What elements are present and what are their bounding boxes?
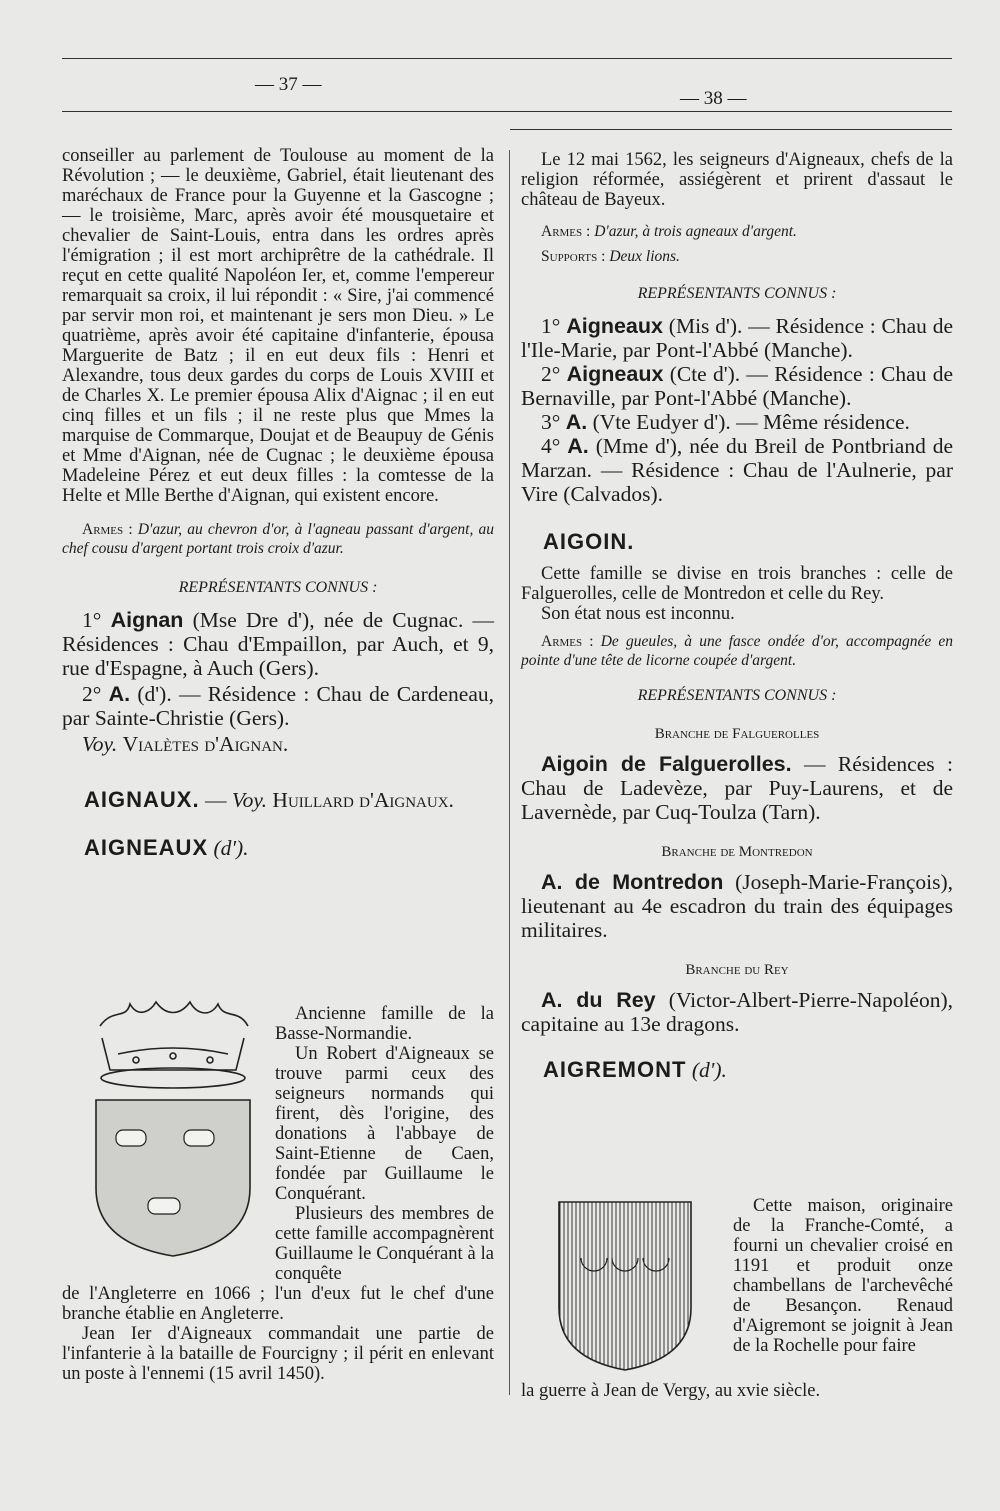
rep-text: (Victor-Albert-Pierre-Napoléon), capitaine au 13e dragons. xyxy=(521,988,954,1036)
aigneaux-paragraph-3-continued: de l'Angleterre en 1066 ; l'un d'eux fut le chef d'une branche établie en Angleterre. xyxy=(62,1284,494,1324)
arms-label: Armes : xyxy=(541,633,594,650)
right-representative-4 xyxy=(521,434,953,506)
family-particle: (d'). xyxy=(213,836,249,860)
voy-reference: Huillard d'Aignaux. xyxy=(272,788,454,812)
arms-text: D'azur, au chevron d'or, à l'agneau passant d'argent, au chef cousu d'argent portant trois croix d'azur. xyxy=(62,521,494,557)
right-representative-2 xyxy=(521,362,953,410)
family-particle: (d'). xyxy=(691,1058,727,1082)
aigremont-text-beside-arms xyxy=(733,1196,953,1356)
header-rule-left xyxy=(62,111,952,112)
rep-number: 1° xyxy=(541,314,561,338)
family-name-aigoin: AIGOIN. xyxy=(543,529,635,554)
voy-reference: Vialètes d'Aignan. xyxy=(122,732,289,756)
aigneaux-text-beside-arms xyxy=(275,1004,494,1284)
header-rule-right xyxy=(510,129,952,130)
arms-text: De gueules, à une fasce ondée d'or, accompagnée en pointe d'une tête de licorne coupée d'argent. xyxy=(521,633,953,669)
left-paragraph-1: conseiller au parlement de Toulouse au moment de la Révolution ; — le deuxième, Gabriel, était lieutenant des maréchaux de France pour la Guyenne et la Gascogne ; — le troisième, Marc, après avoir été mousquetaire et chevalier de Saint-Louis, entra dans les ordres après l'émigration ; il est mort archiprêtre de la cathédrale. Il reçut en cette qualité Napoléon Ier, et, comme l'empereur remarquait sa croix, il lui répondit : « Sire, j'ai commencé par servir mon roi, et maintenant je sers mon Dieu. » Le quatrième, après avoir été capitaine d'infanterie, épousa Marguerite de Batz ; il en eut deux fils : Henri et Alexandre, tous deux gardes du corps de Louis XVIII et de Charles X. Le premier épousa Alix d'Aignac ; il en eut cinq filles et un fils ; il ne reste plus que Mmes la marquise de Commarque, Doujat et de Beaupuy de Génis et Mme d'Aignan, née de Cugnac ; le deuxième épousa Madeleine Pérez et eut deux filles : la comtesse de la Helte et Mlle Berthe d'Aignan, qui existent encore. xyxy=(62,146,494,506)
left-see-also xyxy=(62,732,494,756)
rep-number: 2° xyxy=(541,362,561,386)
top-rule xyxy=(62,58,952,59)
right-arms xyxy=(521,222,953,241)
branch-rey-heading: Branche du Rey xyxy=(685,962,789,978)
rep-text: (Cte d'). — Résidence : Chau de Bernaville, par Pont-l'Abbé (Manche). xyxy=(521,362,954,410)
branch-montredon-heading: Branche de Montredon xyxy=(661,844,813,860)
family-name-aigremont: AIGREMONT xyxy=(543,1057,687,1082)
entry-aigneaux-title xyxy=(62,836,494,860)
rep-number: 2° xyxy=(82,682,102,706)
rep-name: A. xyxy=(567,434,589,458)
column-divider xyxy=(509,150,510,1395)
aigoin-arms xyxy=(521,632,953,670)
aigneaux-paragraph-3: Plusieurs des membres de cette famille accompagnèrent Guillaume le Conquérant à la conquête xyxy=(275,1204,494,1284)
page-number-left: — 37 — xyxy=(255,74,322,95)
rep-number: 1° xyxy=(82,608,102,632)
rep-text: (Mse Dre d'), née de Cugnac. — Résidences : Chau d'Empaillon, par Auch, et 9, rue d'Espagne, à Auch (Gers). xyxy=(62,608,495,680)
aigremont-coat-of-arms-icon xyxy=(555,1198,695,1378)
right-column xyxy=(521,150,953,1082)
aigneaux-paragraph-1: Ancienne famille de la Basse-Normandie. xyxy=(275,1004,494,1044)
left-arms xyxy=(62,520,494,558)
voy-label: Voy. xyxy=(82,732,118,756)
separator: — xyxy=(199,788,232,812)
right-paragraph-1: Le 12 mai 1562, les seigneurs d'Aigneaux, chefs de la religion réformée, assiégèrent et prirent d'assaut le château de Bayeux. xyxy=(521,150,953,210)
left-representative-1 xyxy=(62,608,494,680)
family-name-aigneaux: AIGNEAUX xyxy=(84,835,209,860)
entry-aigremont-title xyxy=(521,1058,953,1082)
rep-name: A. du Rey xyxy=(541,988,656,1012)
rep-name: A. xyxy=(565,410,588,434)
branch-rey-entry xyxy=(521,988,953,1036)
aigneaux-coat-of-arms-icon xyxy=(88,998,258,1263)
arms-label: Armes : xyxy=(541,223,591,240)
rep-name: Aigoin de Falguerolles. xyxy=(541,752,792,776)
entry-aignaux xyxy=(62,788,494,812)
arms-label: Armes : xyxy=(82,521,133,538)
branch-montredon-entry xyxy=(521,870,953,942)
right-representatives-heading: REPRÉSENTANTS CONNUS : xyxy=(637,285,837,302)
rep-name: A. xyxy=(108,682,131,706)
rep-number: 4° xyxy=(541,434,561,458)
rep-text: — Résidences : Chau de Ladevèze, par Puy-Laurens, et de Lavernède, par Cuq-Toulza (Tarn). xyxy=(521,752,953,824)
aigneaux-paragraph-4: Jean Ier d'Aigneaux commandait une partie de l'infanterie à la bataille de Fourcigny ; il périt en enlevant un poste à l'ennemi (15 avril 1450). xyxy=(62,1324,494,1384)
rep-name: Aignan xyxy=(110,608,184,632)
left-representatives-heading: REPRÉSENTANTS CONNUS : xyxy=(178,579,378,596)
aigneaux-text-below-arms xyxy=(62,1284,494,1384)
rep-text: (Mis d'). — Résidence : Chau de l'Ile-Marie, par Pont-l'Abbé (Manche). xyxy=(521,314,954,362)
right-representative-1 xyxy=(521,314,953,362)
arms-text: D'azur, à trois agneaux d'argent. xyxy=(594,223,797,240)
aigoin-paragraph-1: Cette famille se divise en trois branches : celle de Falguerolles, celle de Montredon et celle du Rey. xyxy=(521,564,953,604)
aigneaux-paragraph-2: Un Robert d'Aigneaux se trouve parmi ceux des seigneurs normands qui firent, dès l'origine, des donations à l'abbaye de Saint-Etienne de Caen, fondée par Guillaume le Conquérant. xyxy=(275,1044,494,1204)
left-representative-2 xyxy=(62,682,494,730)
aigremont-paragraph-1: Cette maison, originaire de la Franche-Comté, a fourni un chevalier croisé en 1191 et produit onze chambellans de l'archevêché de Besançon. Renaud d'Aigremont se joignit à Jean de la Rochelle pour faire xyxy=(733,1196,953,1356)
rep-text: (Mme d'), née du Breil de Pontbriand de Marzan. — Résidence : Chau de l'Aulnerie, par Vire (Calvados). xyxy=(521,434,954,506)
aigremont-paragraph-2: la guerre à Jean de Vergy, au xvie siècle. xyxy=(521,1381,821,1401)
entry-aigoin-title xyxy=(521,529,953,554)
rep-text: (Joseph-Marie-François), lieutenant au 4e escadron du train des équipages militaires. xyxy=(521,870,953,942)
branch-falguerolles-entry xyxy=(521,752,953,824)
rep-name: A. de Montredon xyxy=(541,870,724,894)
rep-name: Aigneaux xyxy=(566,314,663,338)
rep-number: 3° xyxy=(541,410,561,434)
supports-label: Supports : xyxy=(541,248,606,265)
family-name-aignaux: AIGNAUX. xyxy=(84,787,200,812)
page-number-right: — 38 — xyxy=(680,88,747,109)
left-column xyxy=(62,146,494,860)
rep-name: Aigneaux xyxy=(566,362,664,386)
aigremont-text-below-arms xyxy=(521,1381,953,1401)
aigoin-representatives-heading: REPRÉSENTANTS CONNUS : xyxy=(637,687,837,704)
rep-text: (d'). — Résidence : Chau de Cardeneau, par Sainte-Christie (Gers). xyxy=(62,682,495,730)
branch-falguerolles-heading: Branche de Falguerolles xyxy=(654,726,820,742)
right-supports xyxy=(521,247,953,266)
aigoin-paragraph-2: Son état nous est inconnu. xyxy=(541,604,735,624)
right-representative-3 xyxy=(521,410,953,434)
rep-text: (Vte Eudyer d'). — Même résidence. xyxy=(592,410,910,434)
supports-text: Deux lions. xyxy=(609,248,680,265)
voy-label: Voy. xyxy=(231,788,268,812)
